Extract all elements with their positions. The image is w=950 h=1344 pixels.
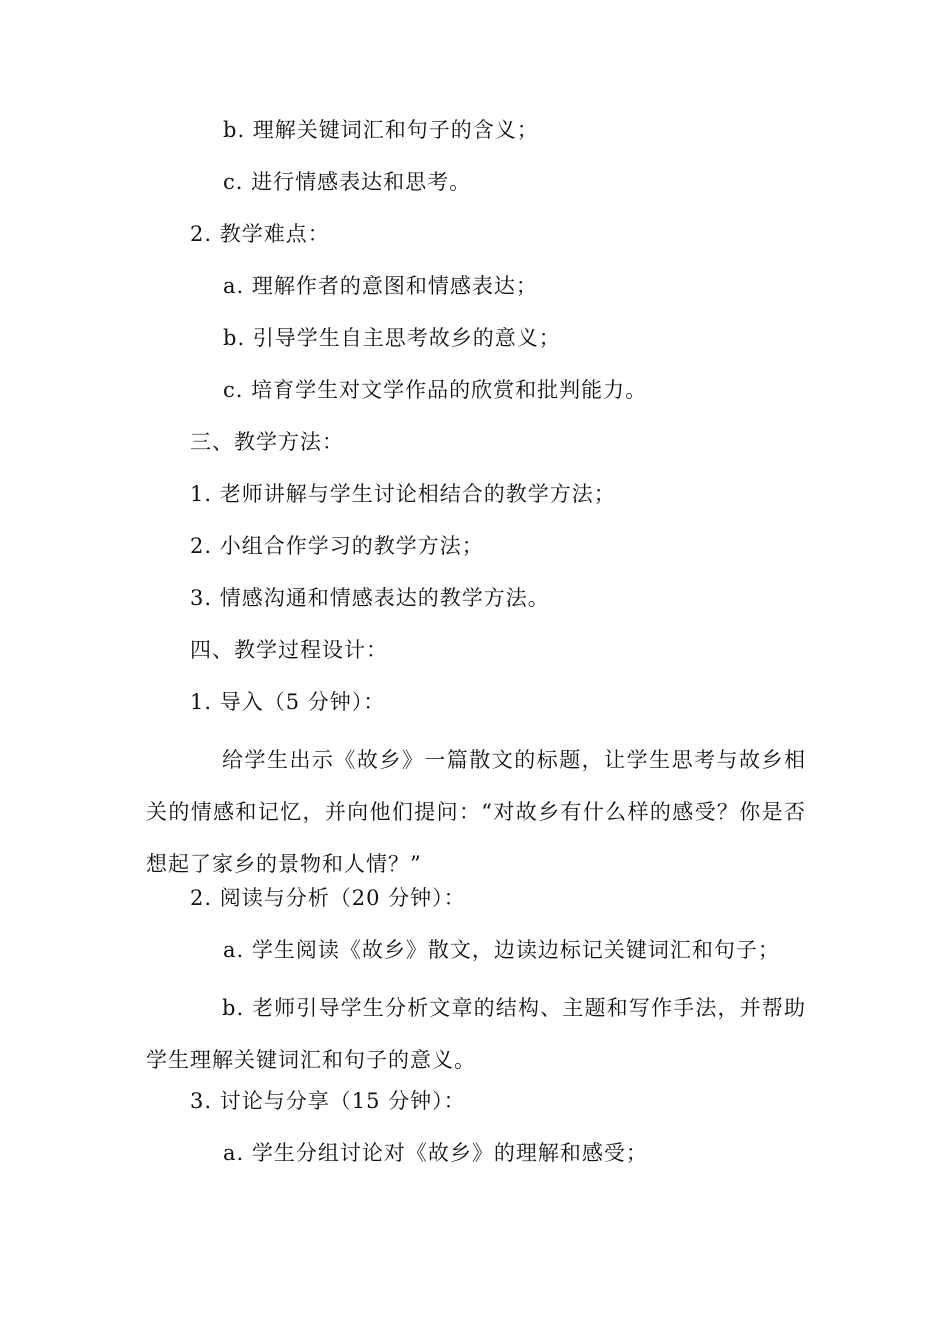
item-c-emotion-thinking: c. 进行情感表达和思考。 xyxy=(223,170,472,194)
step-2-item-b: b. 老师引导学生分析文章的结构、主题和写作手法，并帮助学生理解关键词汇和句子的意义。 xyxy=(146,996,806,1072)
item-c-appreciation: c. 培育学生对文学作品的欣赏和批判能力。 xyxy=(223,378,648,402)
step-3-heading: 3. 讨论与分享（15 分钟）： xyxy=(190,1089,466,1113)
difficulty-heading: 2. 教学难点： xyxy=(190,222,330,246)
step-1-body: 给学生出示《故乡》一篇散文的标题，让学生思考与故乡相关的情感和记忆，并向他们提问：“对故乡有什么样的感受？你是否想起了家乡的景物和人情？” xyxy=(146,748,806,876)
step-2-heading: 2. 阅读与分析（20 分钟）： xyxy=(190,886,466,910)
method-3: 3. 情感沟通和情感表达的教学方法。 xyxy=(190,586,550,610)
method-2: 2. 小组合作学习的教学方法； xyxy=(190,534,484,558)
item-a-author-intent: a. 理解作者的意图和情感表达； xyxy=(223,274,538,298)
section-3-heading: 三、教学方法： xyxy=(190,430,344,454)
step-1-heading: 1. 导入（5 分钟）： xyxy=(190,690,386,714)
item-b-understand-words: b. 理解关键词汇和句子的含义； xyxy=(223,118,539,142)
step-3-item-a: a. 学生分组讨论对《故乡》的理解和感受； xyxy=(223,1141,648,1165)
step-2-item-a: a. 学生阅读《故乡》散文，边读边标记关键词汇和句子； xyxy=(223,938,780,962)
section-4-heading: 四、教学过程设计： xyxy=(190,638,388,662)
method-1: 1. 老师讲解与学生讨论相结合的教学方法； xyxy=(190,482,616,506)
item-b-guide-thinking: b. 引导学生自主思考故乡的意义； xyxy=(223,326,561,350)
